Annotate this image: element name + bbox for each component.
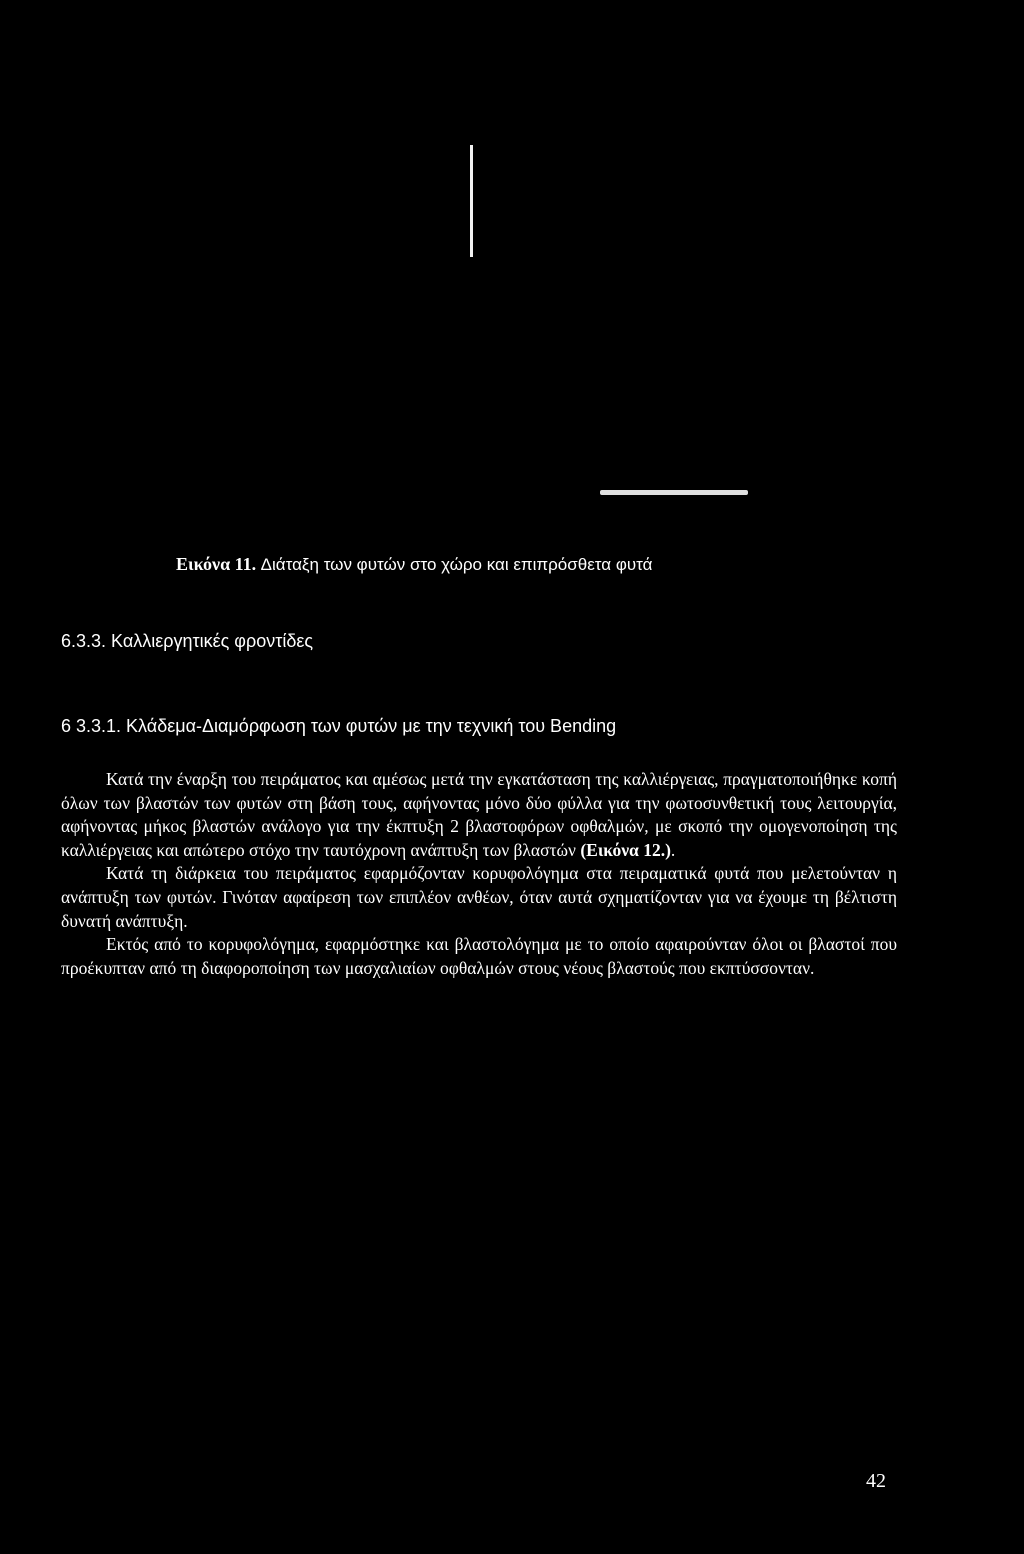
figure-artifact-vertical xyxy=(470,145,473,257)
figure-label: Εικόνα 11. xyxy=(176,554,257,574)
figure-artifact-horizontal xyxy=(600,490,748,495)
paragraph-1-text: Κατά την έναρξη του πειράματος και αμέσως μετά την εγκατάσταση της καλλιέργειας, πραγματοποιήθηκε κοπή όλων των βλαστών των φυτών στη βάση τους, αφήνοντας μόνο δύο φύλλα για την φωτοσυνθετική τους λειτουργία, αφήνοντας μήκος βλαστών ανάλογο για την έκπτυξη 2 βλαστοφόρων οφθαλμών, με σκοπό την ομογενοποίηση της καλλιέργειας και απώτερο στόχο την ταυτόχρονη ανάπτυξη των βλαστών xyxy=(61,769,897,860)
figure-caption xyxy=(176,554,652,575)
paragraph-3: Εκτός από το κορυφολόγημα, εφαρμόστηκε και βλαστολόγημα με το οποίο αφαιρούνταν όλοι οι βλαστοί που προέκυπταν από τη διαφοροποίηση των μασχαλιαίων οφθαλμών στους νέους βλαστούς που εκπτύσσονταν. xyxy=(61,934,897,978)
paragraph-1 xyxy=(61,768,897,862)
figure-description: Διάταξη των φυτών στο χώρο και επιπρόσθετα φυτά xyxy=(260,555,653,574)
paragraph-2: Κατά τη διάρκεια του πειράματος εφαρμόζονταν κορυφολόγημα στα πειραματικά φυτά που μελετούνταν η ανάπτυξη των φυτών. Γινόταν αφαίρεση των επιπλέον ανθέων, όταν αυτά σχηματίζονταν για να έχουμε τη βέλτιστη δυνατή ανάπτυξη. xyxy=(61,863,897,931)
body-text xyxy=(61,768,897,980)
subsection-heading: 6 3.3.1. Κλάδεμα-Διαμόρφωση των φυτών με την τεχνική του Bending xyxy=(61,716,617,736)
paragraph-1-end: . xyxy=(670,839,676,860)
section-heading: 6.3.3. Καλλιεργητικές φροντίδες xyxy=(61,631,314,651)
page-number: 42 xyxy=(866,1470,886,1492)
figure-reference: (Εικόνα 12.) xyxy=(580,839,671,860)
